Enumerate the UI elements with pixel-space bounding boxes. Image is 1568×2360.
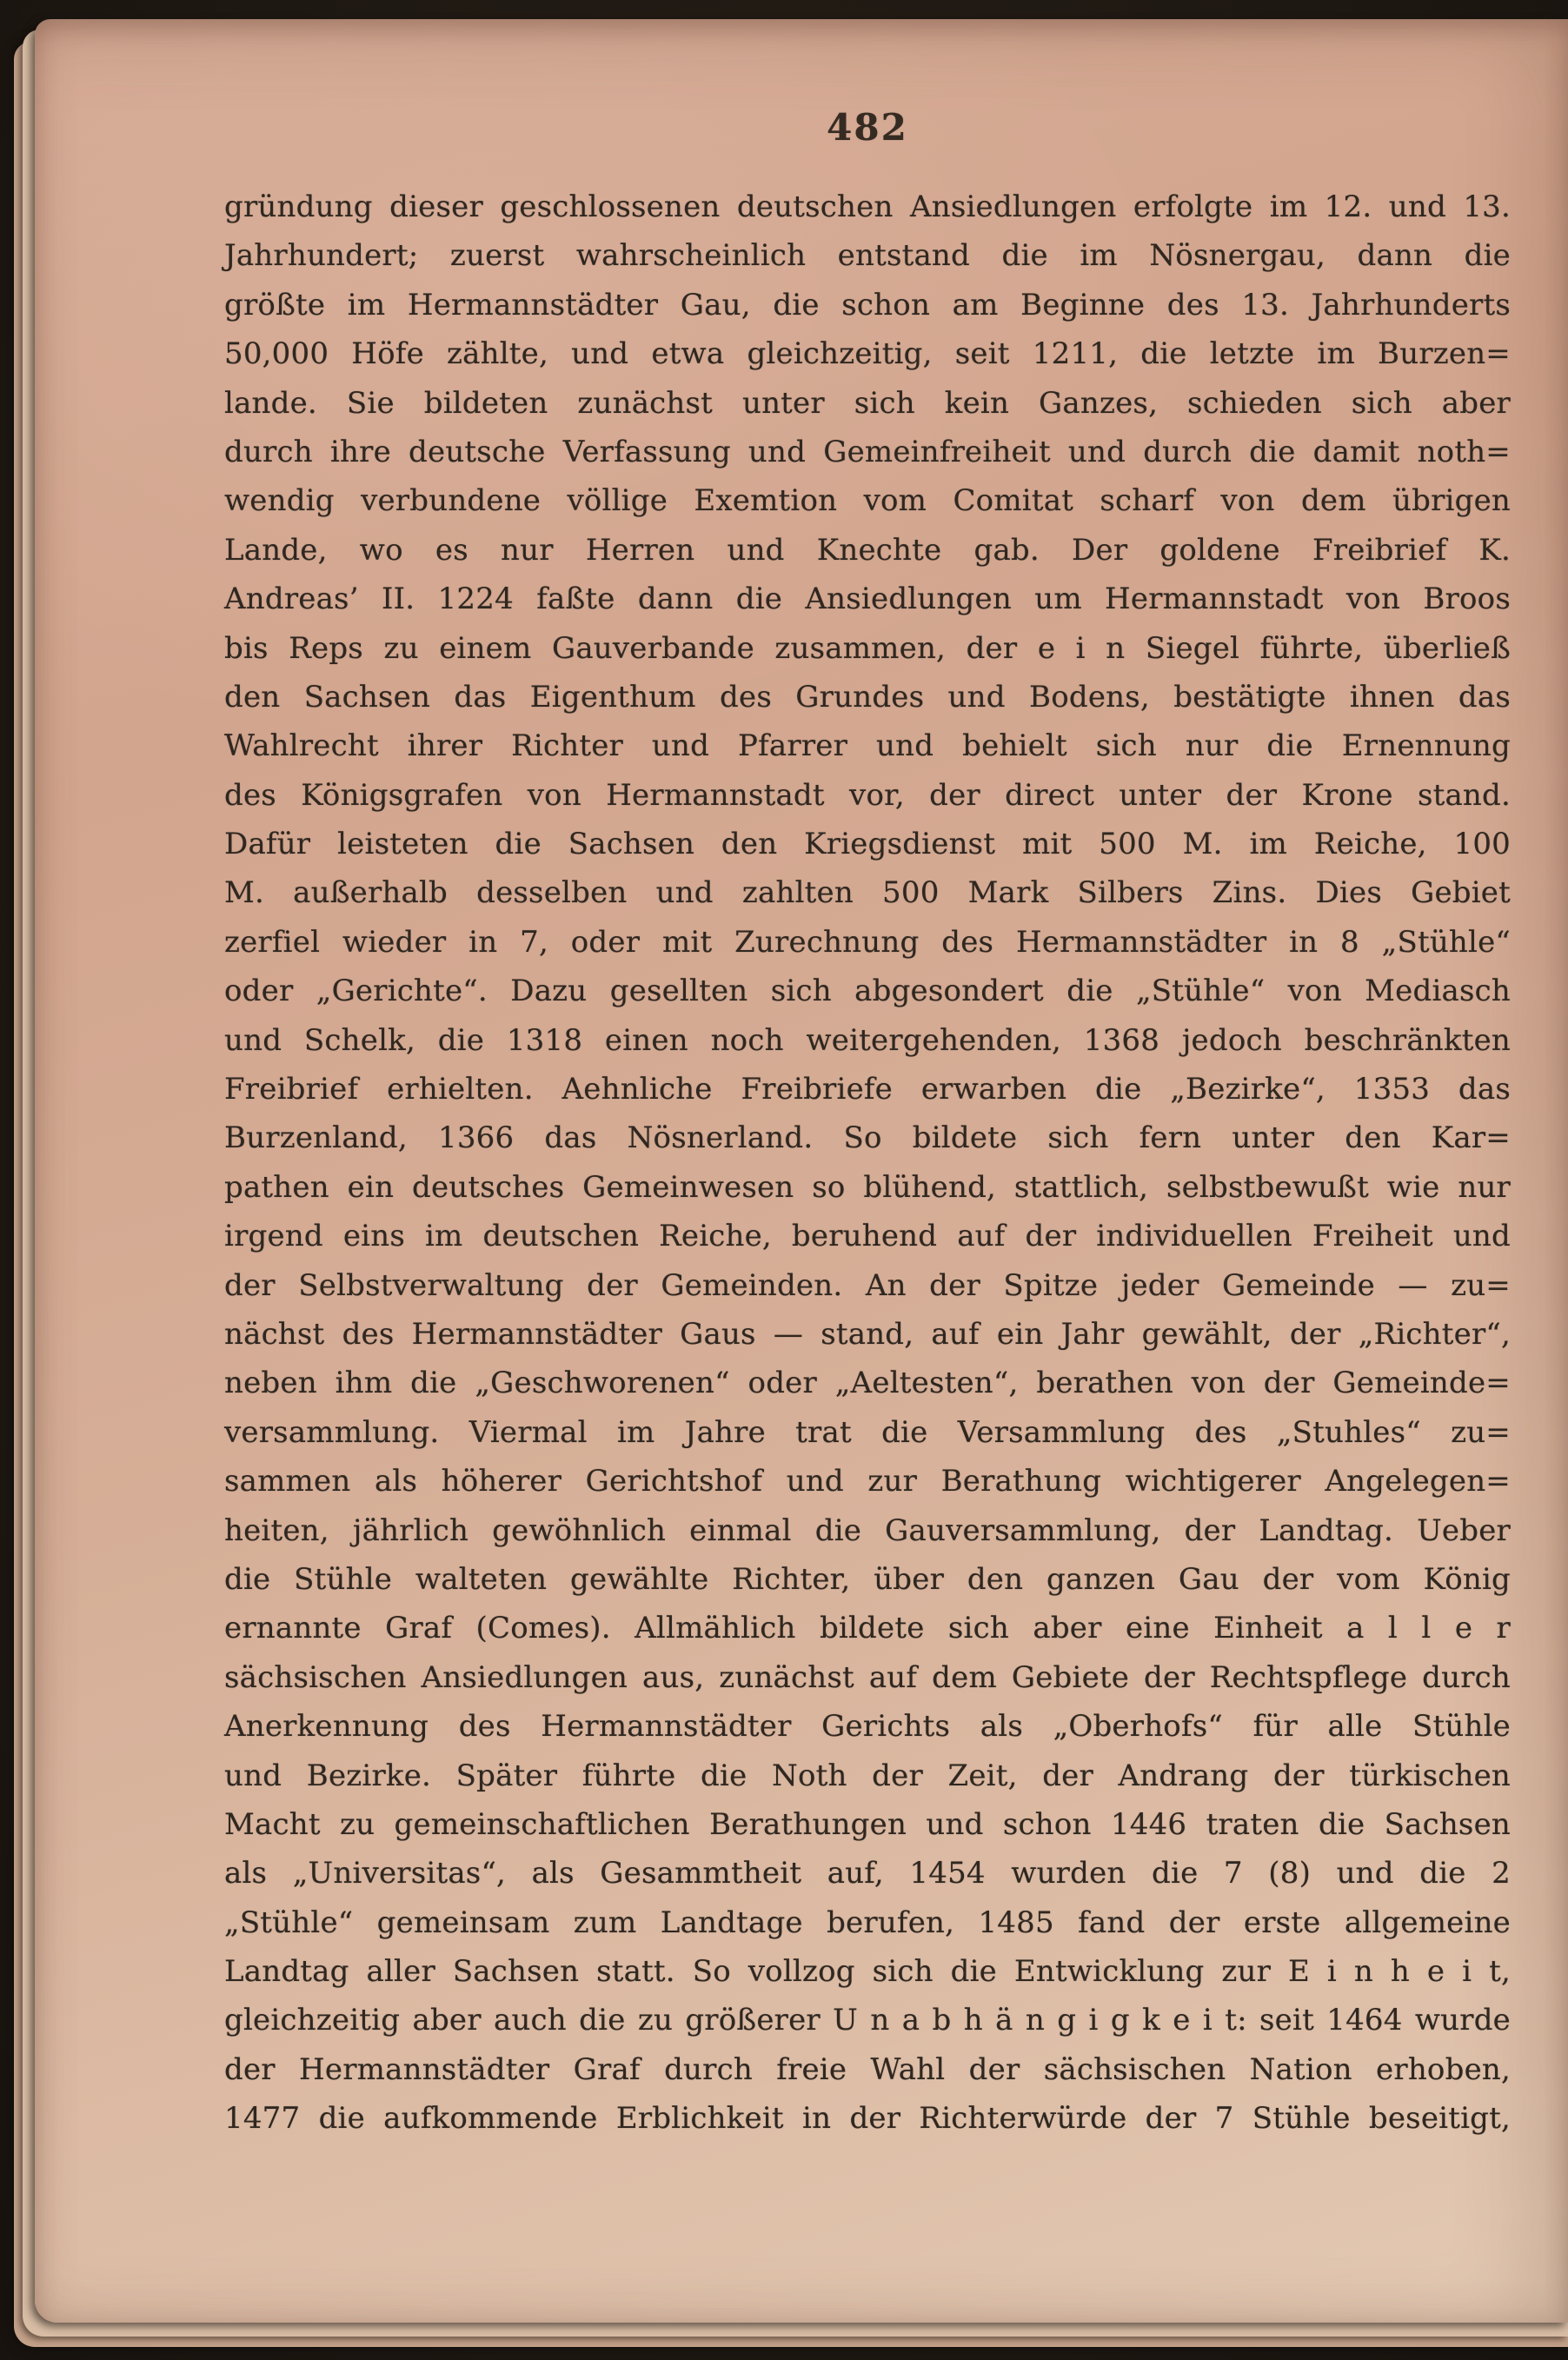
text-line: heiten, jährlich gewöhnlich einmal die Gauversammlung, der Landtag. Ueber <box>224 1512 1511 1548</box>
text-line: als „Universitas“, als Gesammtheit auf, 1454 wurden die 7 (8) und die 2 <box>224 1856 1511 1891</box>
text-line: zerfiel wieder in 7, oder mit Zurechnung des Hermannstädter in 8 „Stühle“ <box>224 924 1511 960</box>
text-line: Macht zu gemeinschaftlichen Berathungen und schon 1446 traten die Sachsen <box>224 1806 1511 1842</box>
text-line: pathen ein deutsches Gemeinwesen so blühend, stattlich, selbstbewußt wie nur <box>224 1169 1511 1205</box>
text-line: Landtag aller Sachsen statt. So vollzog sich die Entwicklung zur E i n h e i t, <box>224 1954 1511 1990</box>
text-line: Burzenland, 1366 das Nösnerland. So bildete sich fern unter den Kar= <box>224 1120 1511 1156</box>
page-number: 482 <box>827 106 908 149</box>
text-line: Andreas’ II. 1224 faßte dann die Ansiedlungen um Hermannstadt von Broos <box>224 582 1511 617</box>
text-line: M. außerhalb desselben und zahlten 500 Mark Silbers Zins. Dies Gebiet <box>224 875 1511 911</box>
book-page <box>35 19 1568 2323</box>
text-line: lande. Sie bildeten zunächst unter sich kein Ganzes, schieden sich aber <box>224 385 1511 421</box>
text-line: ernannte Graf (Comes). Allmählich bildete sich aber eine Einheit a l l e r <box>224 1611 1511 1646</box>
text-line: neben ihm die „Geschworenen“ oder „Aeltesten“, berathen von der Gemeinde= <box>224 1366 1511 1401</box>
text-line: Dafür leisteten die Sachsen den Kriegsdienst mit 500 M. im Reiche, 100 <box>224 827 1511 862</box>
text-line: 50,000 Höfe zählte, und etwa gleichzeitig, seit 1211, die letzte im Burzen= <box>224 336 1511 372</box>
text-line: die Stühle walteten gewählte Richter, über den ganzen Gau der vom König <box>224 1561 1511 1597</box>
text-line: den Sachsen das Eigenthum des Grundes und Bodens, bestätigte ihnen das <box>224 679 1511 715</box>
text-line: bis Reps zu einem Gauverbande zusammen, der e i n Siegel führte, überließ <box>224 630 1511 666</box>
text-line: und Bezirke. Später führte die Noth der Zeit, der Andrang der türkischen <box>224 1758 1511 1793</box>
text-line: 1477 die aufkommende Erblichkeit in der Richterwürde der 7 Stühle beseitigt, <box>224 2101 1511 2137</box>
text-line: des Königsgrafen von Hermannstadt vor, der direct unter der Krone stand. <box>224 777 1511 813</box>
text-line: durch ihre deutsche Verfassung und Gemeinfreiheit und durch die damit noth= <box>224 434 1511 469</box>
text-line: oder „Gerichte“. Dazu gesellten sich abgesondert die „Stühle“ von Mediasch <box>224 974 1511 1009</box>
text-line: größte im Hermannstädter Gau, die schon am Beginne des 13. Jahrhunderts <box>224 287 1511 322</box>
page-text <box>224 183 1511 2144</box>
text-line: „Stühle“ gemeinsam zum Landtage berufen, 1485 fand der erste allgemeine <box>224 1905 1511 1940</box>
text-line: der Selbstverwaltung der Gemeinden. An der Spitze jeder Gemeinde — zu= <box>224 1267 1511 1303</box>
text-line: versammlung. Viermal im Jahre trat die Versammlung des „Stuhles“ zu= <box>224 1414 1511 1450</box>
text-line: gründung dieser geschlossenen deutschen Ansiedlungen erfolgte im 12. und 13. <box>224 189 1511 224</box>
text-line: wendig verbundene völlige Exemtion vom Comitat scharf von dem übrigen <box>224 483 1511 519</box>
text-line: und Schelk, die 1318 einen noch weitergehenden, 1368 jedoch beschränkten <box>224 1022 1511 1058</box>
text-line: Anerkennung des Hermannstädter Gerichts als „Oberhofs“ für alle Stühle <box>224 1709 1511 1745</box>
text-line: sammen als höherer Gerichtshof und zur Berathung wichtigerer Angelegen= <box>224 1464 1511 1499</box>
text-line: der Hermannstädter Graf durch freie Wahl der sächsischen Nation erhoben, <box>224 2051 1511 2087</box>
text-line: sächsischen Ansiedlungen aus, zunächst auf dem Gebiete der Rechtspflege durch <box>224 1659 1511 1695</box>
text-line: Wahlrecht ihrer Richter und Pfarrer und behielt sich nur die Ernennung <box>224 728 1511 764</box>
text-line: Freibrief erhielten. Aehnliche Freibriefe erwarben die „Bezirke“, 1353 das <box>224 1072 1511 1107</box>
text-line: Jahrhundert; zuerst wahrscheinlich entstand die im Nösnergau, dann die <box>224 238 1511 274</box>
text-line: nächst des Hermannstädter Gaus — stand, auf ein Jahr gewählt, der „Richter“, <box>224 1316 1511 1352</box>
text-line: irgend eins im deutschen Reiche, beruhend auf der individuellen Freiheit und <box>224 1219 1511 1254</box>
text-line: Lande, wo es nur Herren und Knechte gab. Der goldene Freibrief K. <box>224 532 1511 568</box>
text-line: gleichzeitig aber auch die zu größerer U n a b h ä n g i g k e i t: seit 1464 wurde <box>224 2003 1511 2038</box>
